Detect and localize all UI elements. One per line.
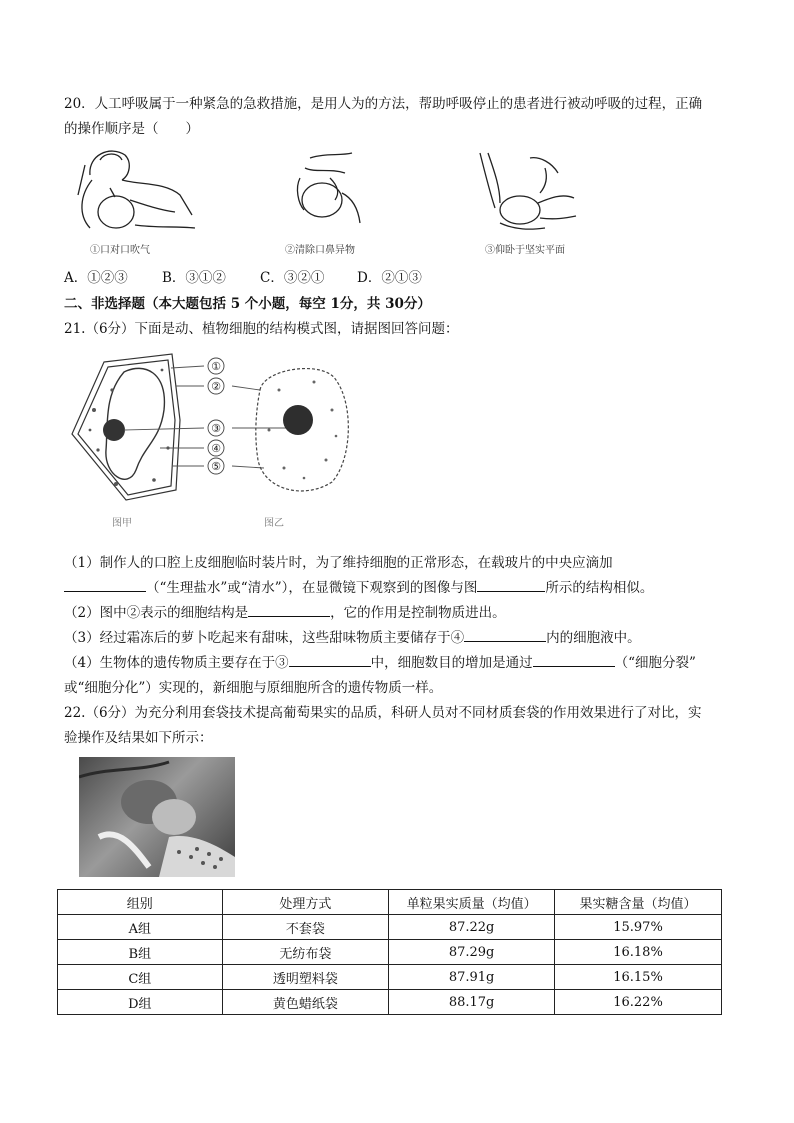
label-4: ④ <box>211 442 221 455</box>
answer-blank-5[interactable] <box>289 654 371 667</box>
clear-airway-illustration <box>290 148 370 233</box>
answer-blank-4[interactable] <box>464 629 546 642</box>
table-cell: B组 <box>58 940 223 965</box>
q22-stem-line1: 22.（6分）为充分利用套袋技术提高葡萄果实的品质，科研人员对不同材质套袋的作用效果进行了对比，实 <box>64 705 702 721</box>
table-cell: D组 <box>58 990 223 1015</box>
table-cell: 87.22g <box>389 915 555 940</box>
table-cell: 透明塑料袋 <box>222 965 389 990</box>
label-leader-lines <box>124 366 288 468</box>
q21-part3 <box>64 626 641 646</box>
mouth-to-mouth-illustration <box>70 140 200 238</box>
table-cell: 16.18% <box>555 940 722 965</box>
table-cell: 无纺布袋 <box>222 940 389 965</box>
q20-option-c: C．③②① <box>260 270 325 286</box>
animal-cell <box>256 369 349 491</box>
table-cell: C组 <box>58 965 223 990</box>
answer-blank-6[interactable] <box>533 654 615 667</box>
q20-option-d: D．②①③ <box>357 270 422 286</box>
q21-part4-line1 <box>64 651 696 671</box>
label-5: ⑤ <box>211 460 221 473</box>
q21-part2-text-a: （2）图中②表示的细胞结构是 <box>64 605 249 621</box>
supine-position-illustration <box>470 148 580 238</box>
q21-part2-text-b: ，它的作用是控制物质进出。 <box>330 605 506 621</box>
q21-part3-text-b: 内的细胞液中。 <box>546 630 641 646</box>
grape-bagging-results-table <box>57 889 722 1015</box>
q21-part3-text-a: （3）经过霜冻后的萝卜吃起来有甜味，这些甜味物质主要储存于④ <box>64 630 465 646</box>
label-3: ③ <box>211 422 221 435</box>
q21-part1-text-b: 所示的结构相似。 <box>545 580 654 596</box>
label-1: ① <box>211 360 221 373</box>
cell-diagram <box>64 350 354 535</box>
table-header-cell: 组别 <box>58 890 223 915</box>
answer-blank-1[interactable] <box>64 579 146 592</box>
table-cell: 不套袋 <box>222 915 389 940</box>
q22-stem-line2: 验操作及结果如下所示： <box>64 730 213 746</box>
label-2: ② <box>211 380 221 393</box>
table-header-cell: 果实糖含量（均值） <box>555 890 722 915</box>
table-row <box>58 990 722 1015</box>
caption-mouth-to-mouth: ①口对口吹气 <box>90 245 150 256</box>
q20-option-a: A．①②③ <box>64 270 128 286</box>
answer-blank-2[interactable] <box>477 579 545 592</box>
table-cell: 15.97% <box>555 915 722 940</box>
q21-part1-line2 <box>64 576 653 596</box>
animal-nucleus <box>283 405 313 435</box>
table-cell: A组 <box>58 915 223 940</box>
caption-clear-airway: ②清除口鼻异物 <box>285 245 355 256</box>
grape-bagging-photo <box>79 757 235 877</box>
q21-part1-text-a: （“生理盐水”或“清水”），在显微镜下观察到的图像与图 <box>146 580 478 596</box>
table-row <box>58 940 722 965</box>
q21-part2 <box>64 601 506 621</box>
caption-fig-yi: 图乙 <box>264 518 284 529</box>
table-cell: 16.15% <box>555 965 722 990</box>
caption-fig-jia: 图甲 <box>112 518 132 529</box>
q20-stem-line1: 20．人工呼吸属于一种紧急的急救措施，是用人为的方法，帮助呼吸停止的患者进行被动呼吸的过程，正确 <box>64 96 703 112</box>
plant-nucleus <box>103 419 125 441</box>
table-cell: 黄色蜡纸袋 <box>222 990 389 1015</box>
table-header-cell: 处理方式 <box>222 890 389 915</box>
q21-part4-text-b: 中，细胞数目的增加是通过 <box>370 655 533 671</box>
q21-part1-line1: （1）制作人的口腔上皮细胞临时装片时，为了维持细胞的正常形态，在载玻片的中央应滴加 <box>64 555 613 571</box>
table-row <box>58 965 722 990</box>
table-cell: 88.17g <box>389 990 555 1015</box>
q21-part4-line2: 或“细胞分化”）实现的，新细胞与原细胞所含的遗传物质一样。 <box>64 680 443 696</box>
answer-blank-3[interactable] <box>248 604 330 617</box>
q21-intro: 21.（6分）下面是动、植物细胞的结构模式图，请据图回答问题： <box>64 321 459 337</box>
table-header-cell: 单粒果实质量（均值） <box>389 890 555 915</box>
q20-option-b: B．③①② <box>162 270 226 286</box>
caption-supine-position: ③仰卧于坚实平面 <box>485 245 565 256</box>
q21-part4-text-a: （4）生物体的遗传物质主要存在于③ <box>64 655 289 671</box>
q20-stem-line2: 的操作顺序是（ ） <box>64 121 199 137</box>
table-cell: 87.91g <box>389 965 555 990</box>
table-cell: 16.22% <box>555 990 722 1015</box>
table-header-row <box>58 890 722 915</box>
plant-cell <box>72 354 180 500</box>
section-2-heading: 二、非选择题（本大题包括 5 个小题，每空 1分，共 30分） <box>64 296 431 312</box>
table-cell: 87.29g <box>389 940 555 965</box>
q21-part4-text-c: （“细胞分裂” <box>614 655 696 671</box>
table-row <box>58 915 722 940</box>
